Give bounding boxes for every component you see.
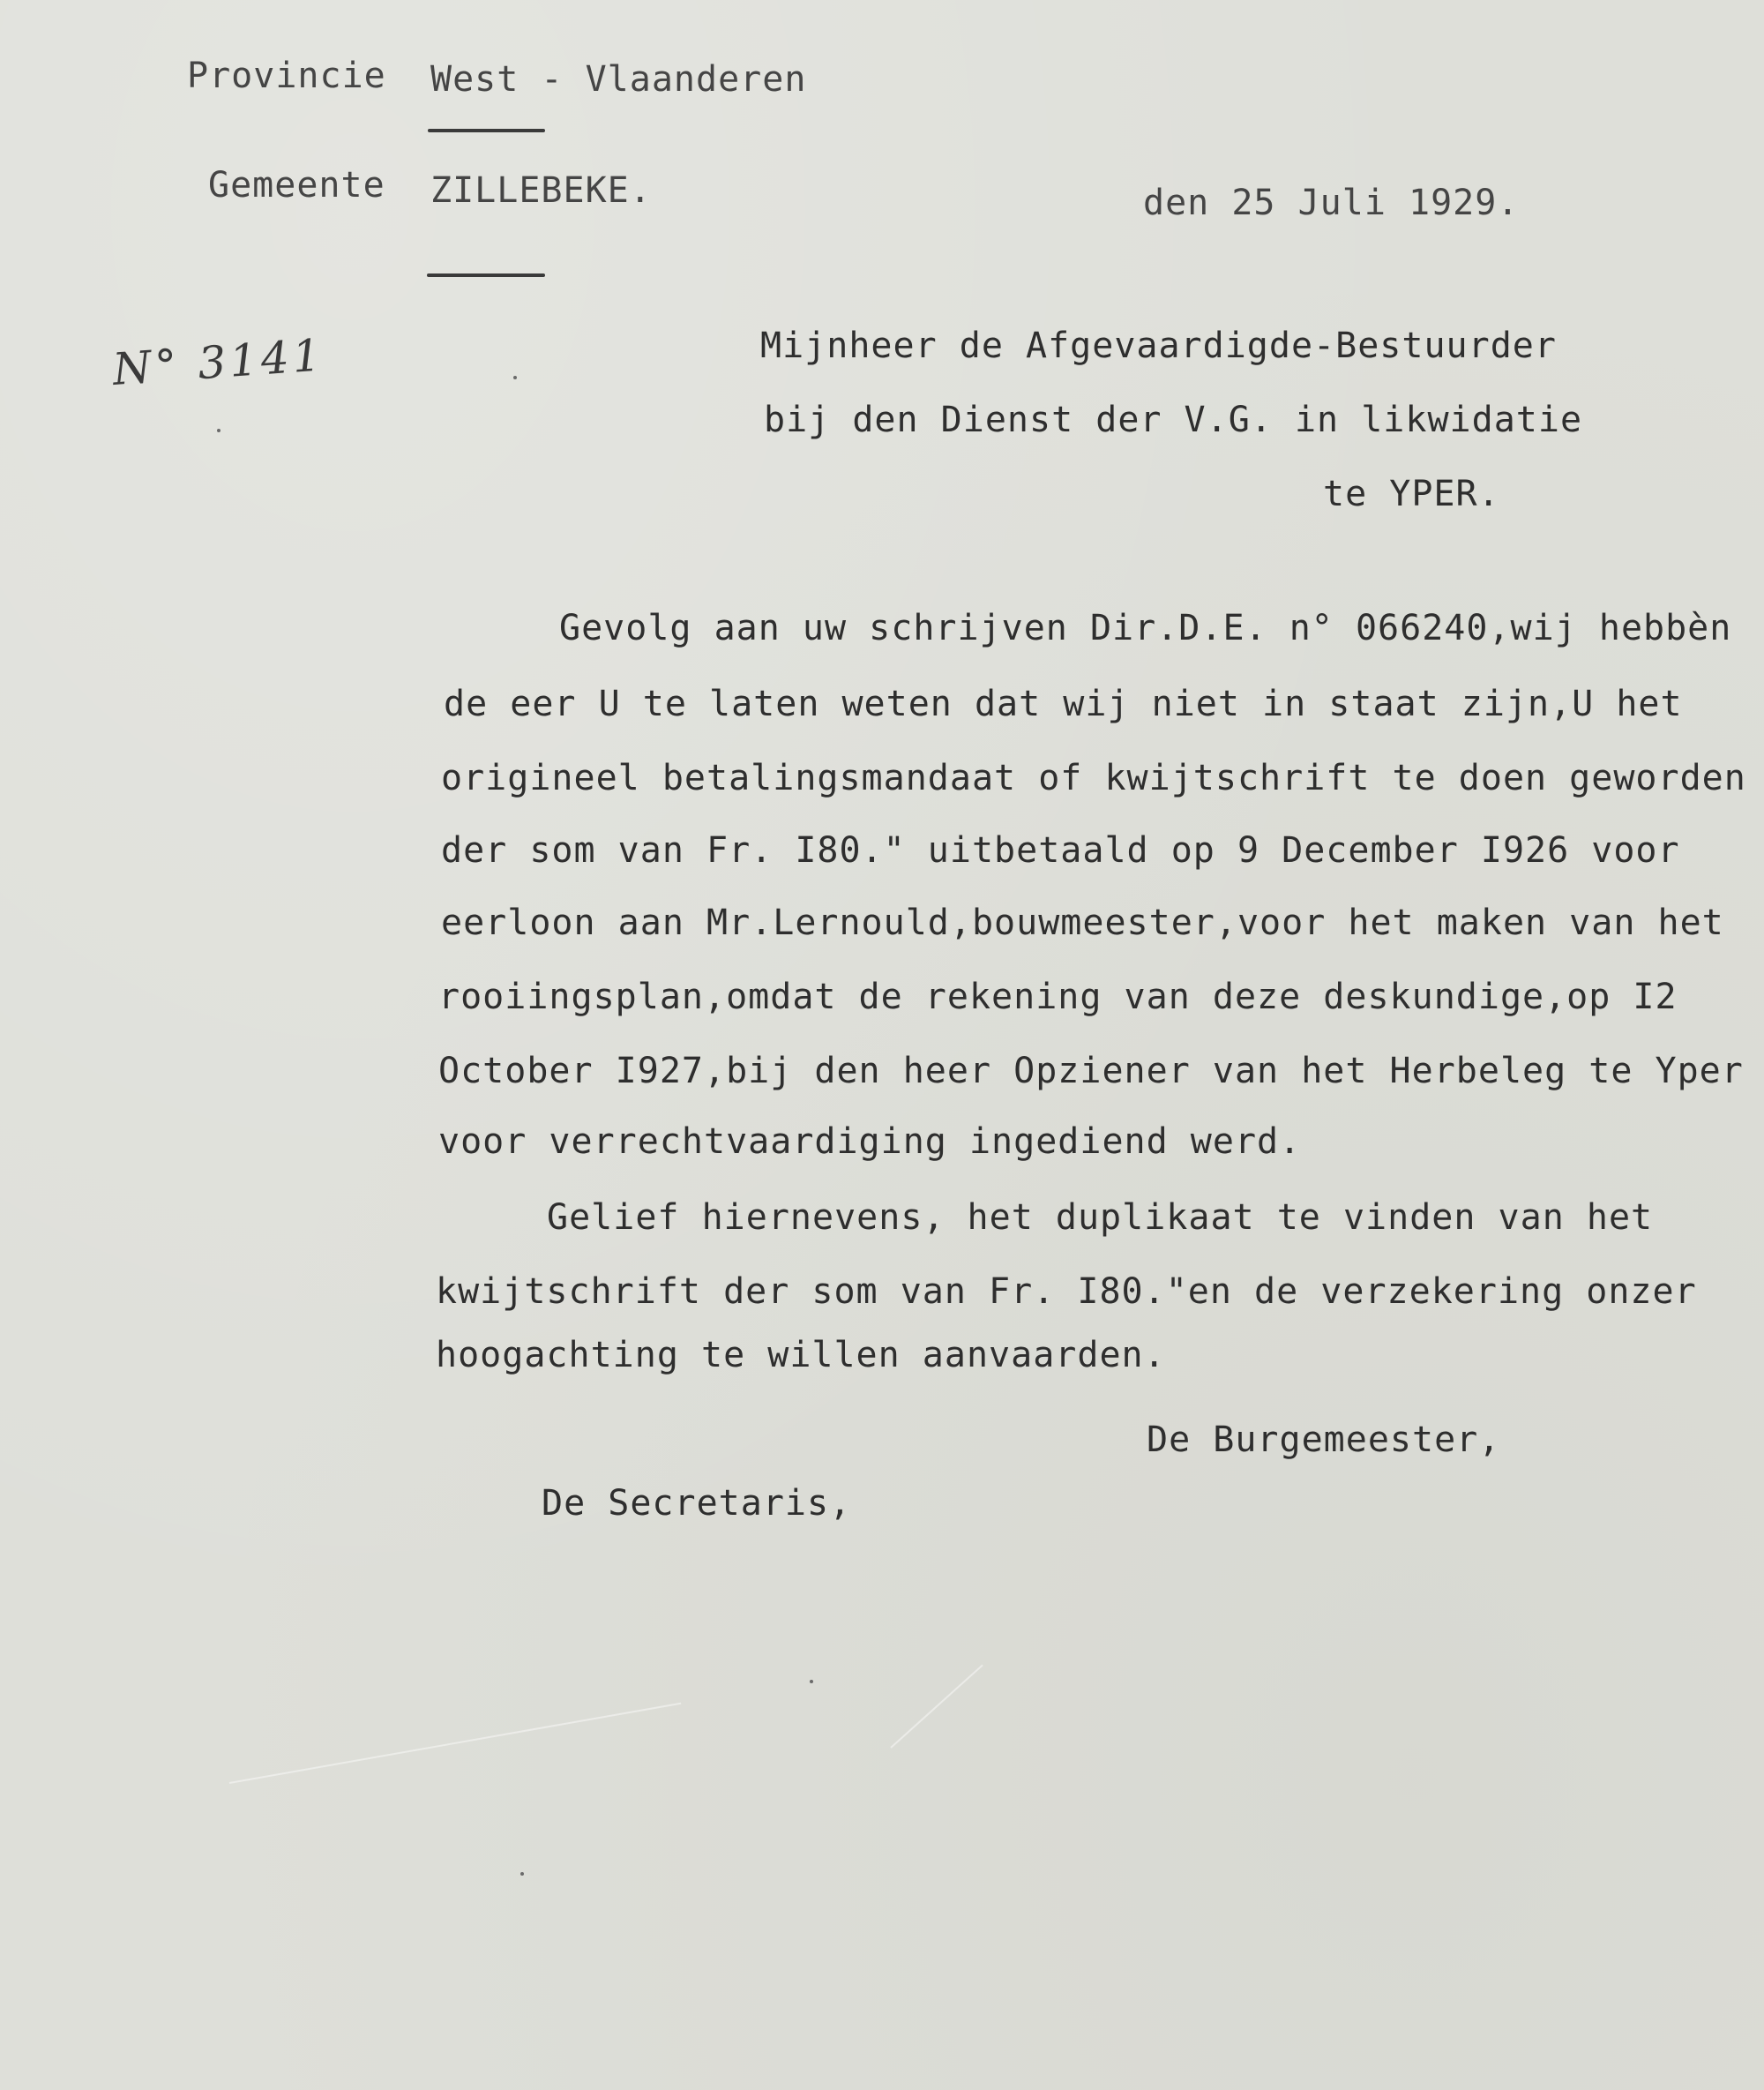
body-line: kwijtschrift der som van Fr. I80."en de verzekering onzer	[436, 1271, 1697, 1312]
body-line: Gelief hiernevens, het duplikaat te vinden van het	[547, 1197, 1654, 1238]
body-line: October I927,bij den heer Opziener van het Herbeleg te Yper	[438, 1051, 1744, 1091]
municipality-label: Gemeente	[208, 165, 385, 206]
body-line: voor verrechtvaardiging ingediend werd.	[438, 1121, 1302, 1162]
handwritten-reference-number: N° 3141	[110, 329, 326, 395]
mayor-signature-label: De Burgemeester,	[1147, 1420, 1501, 1460]
body-line: de eer U te laten weten dat wij niet in staat zijn,U het	[444, 684, 1683, 724]
paper-speck	[520, 1872, 524, 1876]
header-divider-top	[428, 129, 545, 132]
body-line: der som van Fr. I80." uitbetaald op 9 December I926 voor	[441, 830, 1680, 871]
paper-crease	[229, 1703, 681, 1784]
addressee-line-2: bij den Dienst der V.G. in likwidatie	[764, 400, 1583, 440]
paper-speck	[810, 1680, 813, 1683]
body-line: eerloon aan Mr.Lernould,bouwmeester,voor het maken van het	[441, 903, 1724, 943]
body-line: rooiingsplan,omdat de rekening van deze deskundige,op I2	[438, 977, 1678, 1017]
paper-speck	[217, 429, 220, 432]
body-line: Gevolg aan uw schrijven Dir.D.E. n° 066240,wij hebbèn	[559, 608, 1732, 648]
header-divider-bottom	[427, 273, 545, 277]
paper-speck	[513, 376, 517, 379]
addressee-line-1: Mijnheer de Afgevaardigde-Bestuurder	[760, 326, 1557, 366]
letter-date: den 25 Juli 1929.	[1143, 183, 1520, 223]
province-label: Provincie	[187, 56, 386, 96]
municipality-value: ZILLEBEKE.	[430, 170, 652, 211]
province-value: West - Vlaanderen	[430, 59, 807, 100]
body-line: hoogachting te willen aanvaarden.	[436, 1335, 1166, 1375]
body-line: origineel betalingsmandaat of kwijtschrift te doen geworden	[441, 758, 1746, 798]
secretary-signature-label: De Secretaris,	[542, 1483, 852, 1524]
addressee-line-3: te YPER.	[1323, 474, 1500, 514]
paper-crease	[890, 1665, 983, 1749]
